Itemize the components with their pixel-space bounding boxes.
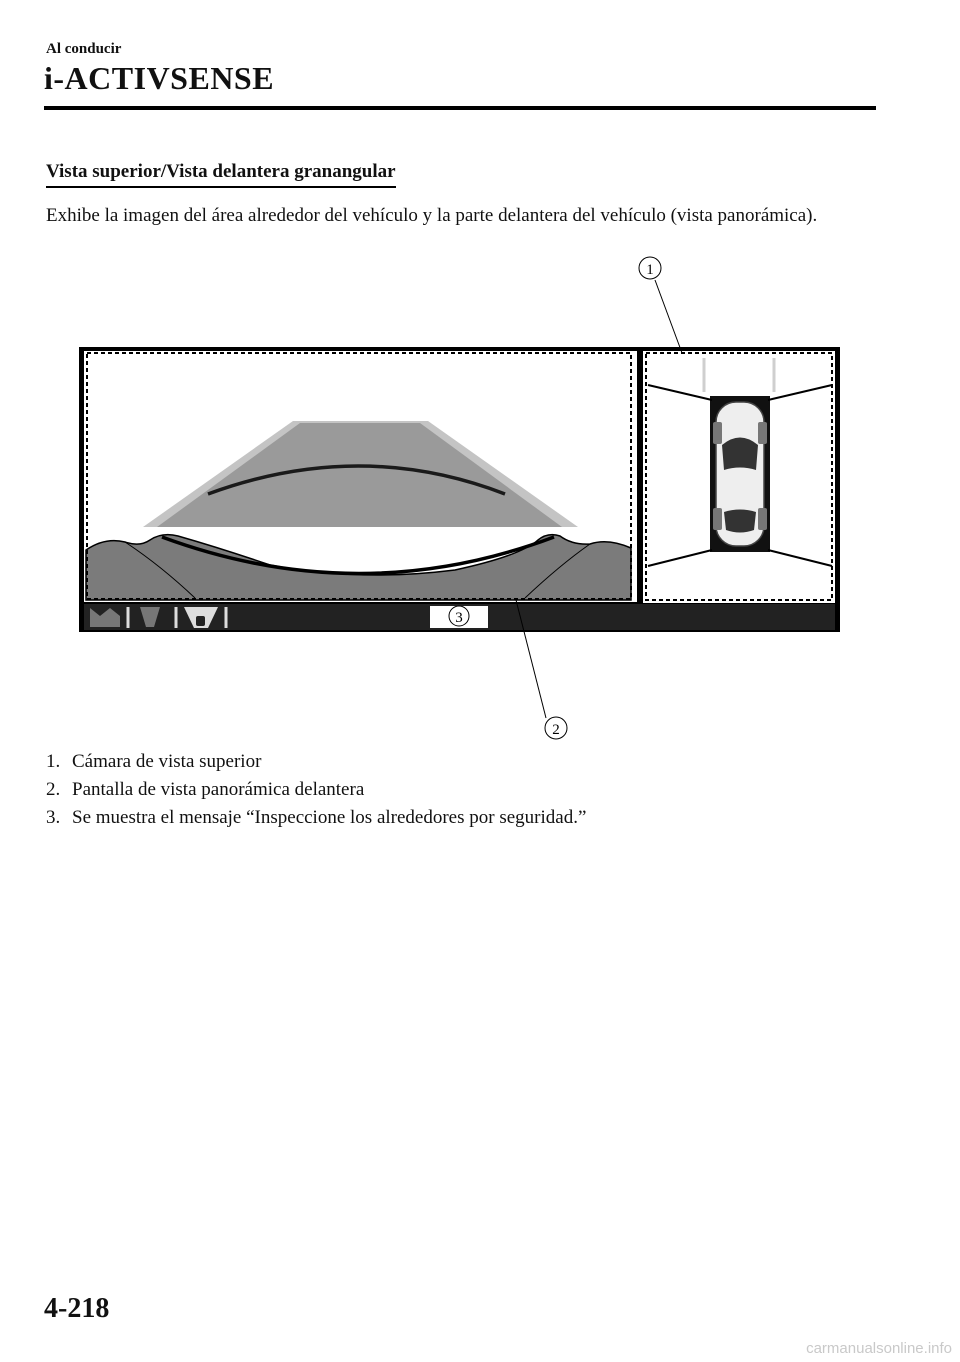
svg-text:1: 1 [646,262,654,278]
legend-number: 1. [46,751,61,772]
chapter-title: i-ACTIVSENSE [44,60,275,96]
watermark: carmanualsonline.info [806,1340,952,1357]
legend-text: Cámara de vista superior [72,751,262,772]
body-text: Exhibe la imagen del área alrededor del vehículo y la parte delantera del vehículo (vista panorámica). [46,205,818,226]
svg-text:2: 2 [552,722,560,738]
subheading: Vista superior/Vista delantera granangular [46,161,396,188]
legend-item [46,776,586,804]
legend-number: 2. [46,779,61,800]
section-kicker: Al conducir [46,41,122,57]
legend-item [46,804,586,832]
legend-number: 3. [46,807,61,828]
legend-text: Se muestra el mensaje “Inspeccione los alrededores por seguridad.” [72,807,587,828]
svg-text:3: 3 [455,610,463,626]
legend-text: Pantalla de vista panorámica delantera [72,779,365,800]
callout-3 [449,606,469,626]
header-rule [44,106,876,110]
legend-list [46,748,586,832]
callout-2 [545,717,567,739]
legend-item [46,748,586,776]
page-number: 4-218 [44,1293,110,1324]
car-top-icon [713,402,767,546]
callout-1 [639,257,661,279]
camera-display-figure [0,250,960,750]
